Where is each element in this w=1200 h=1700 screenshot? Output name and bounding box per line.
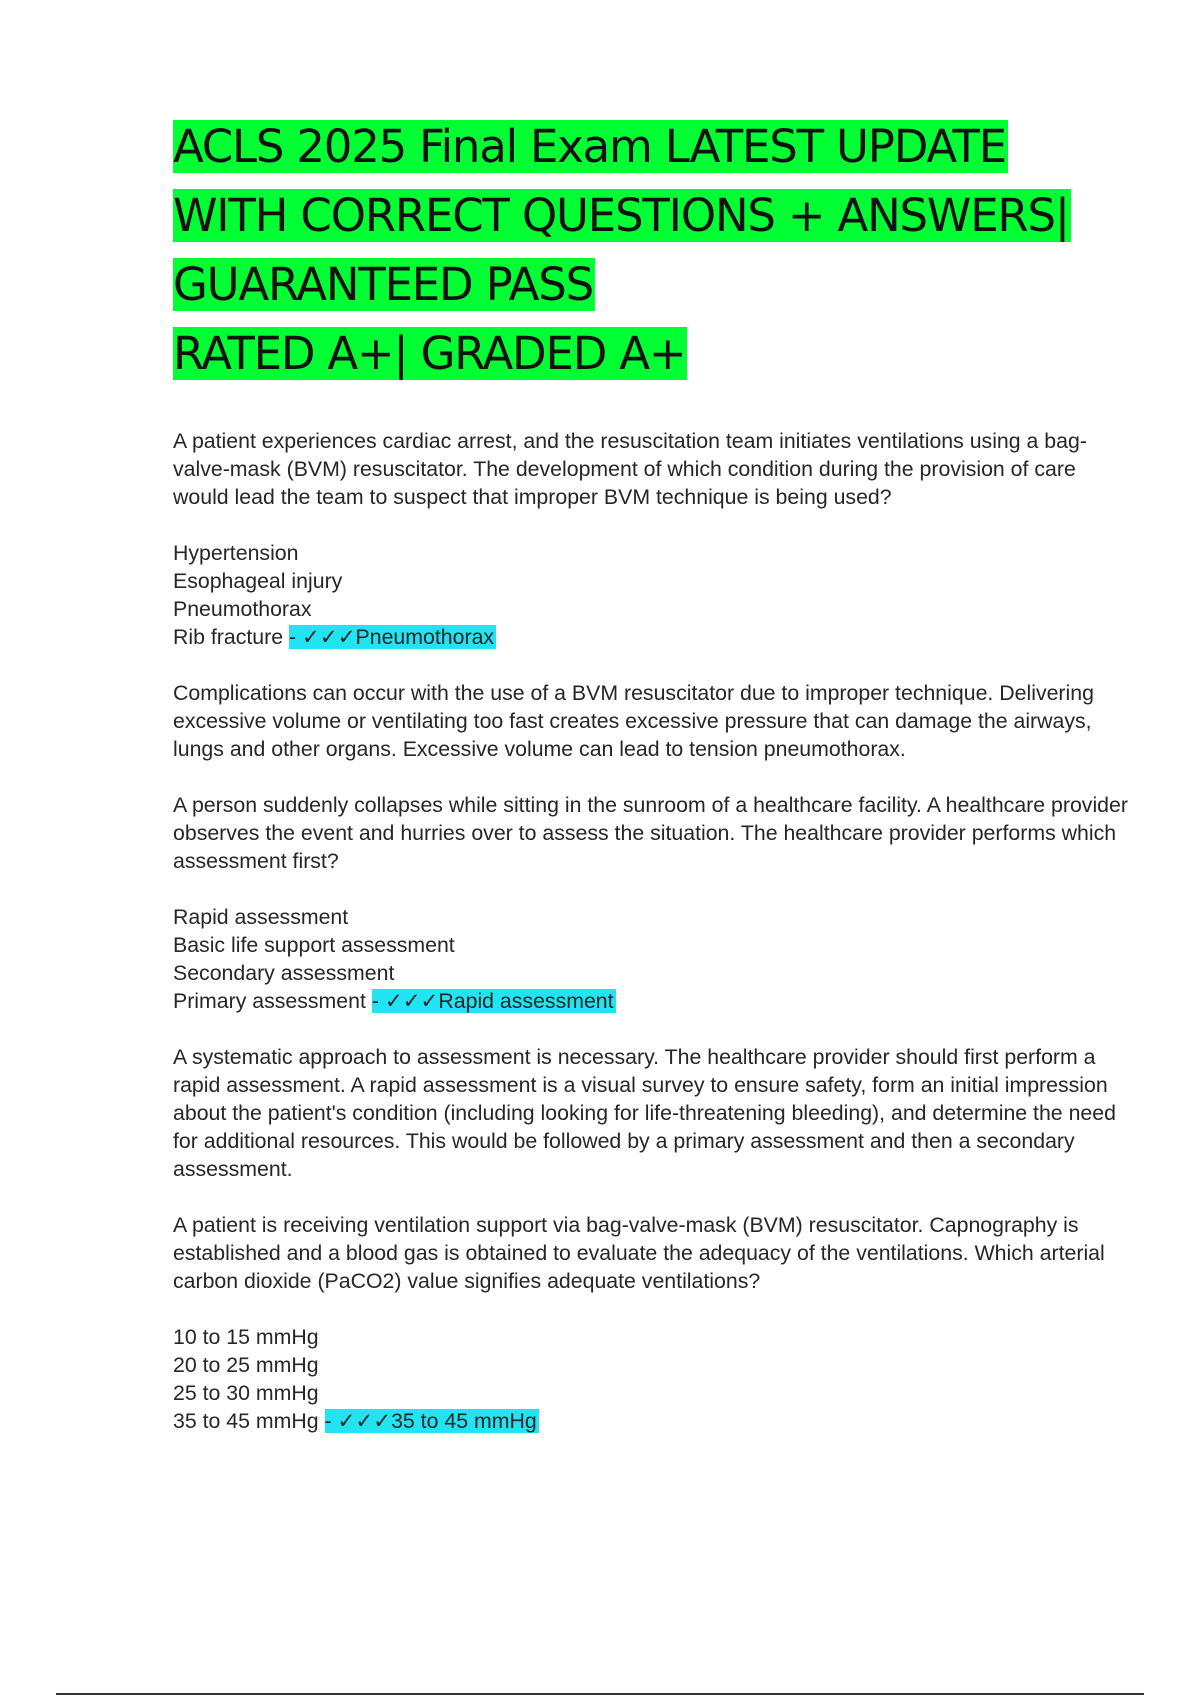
answer-option: Pneumothorax — [173, 597, 312, 621]
title-line: GUARANTEED PASS — [173, 258, 593, 311]
question-list — [173, 427, 1133, 1435]
question-text: A person suddenly collapses while sitting in the sunroom of a healthcare facility. A healthcare provider observes the event and hurries over to assess the situation. The healthcare provider performs which assessment first? — [173, 793, 1128, 873]
correct-answer: - ✓✓✓Pneumothorax — [289, 625, 495, 649]
title-line: RATED A+| GRADED A+ — [173, 327, 686, 380]
answer-option: 10 to 15 mmHg — [173, 1325, 319, 1349]
answer-option: 20 to 25 mmHg — [173, 1353, 319, 1377]
answer-option: Primary assessment — [173, 989, 366, 1013]
question-text: A patient is receiving ventilation support via bag-valve-mask (BVM) resuscitator. Capnography is established and a blood gas is obtained to evaluate the adequacy of the ventilations. Which arterial carbon dioxide (PaCO2) value signifies adequate ventilations? — [173, 1213, 1105, 1293]
answer-option: Esophageal injury — [173, 569, 343, 593]
question-block — [173, 1211, 1133, 1435]
answer-option: Secondary assessment — [173, 961, 395, 985]
answer-options — [173, 903, 1133, 1015]
correct-answer: - ✓✓✓35 to 45 mmHg — [324, 1409, 537, 1433]
answer-option-last — [173, 623, 1133, 651]
correct-answer: - ✓✓✓Rapid assessment — [371, 989, 614, 1013]
answer-option: 25 to 30 mmHg — [173, 1381, 319, 1405]
answer-option: Rib fracture — [173, 625, 284, 649]
document-page — [173, 112, 1133, 1463]
answer-option-last — [173, 1407, 1133, 1435]
rationale-text: A systematic approach to assessment is necessary. The healthcare provider should first perform a rapid assessment. A rapid assessment is a visual survey to ensure safety, form an initial impression about the patient's condition (including looking for life-threatening bleeding), and determine the need for additional resources. This would be followed by a primary assessment and then a secondary assessment. — [173, 1045, 1116, 1181]
answer-option: Basic life support assessment — [173, 933, 455, 957]
question-block — [173, 791, 1133, 1183]
answer-option: Hypertension — [173, 541, 299, 565]
answer-options — [173, 539, 1133, 651]
page-bottom-rule — [56, 1693, 1144, 1695]
answer-options — [173, 1323, 1133, 1435]
question-block — [173, 427, 1133, 763]
answer-option: Rapid assessment — [173, 905, 349, 929]
title-line: WITH CORRECT QUESTIONS + ANSWERS| — [173, 189, 1069, 242]
title-line: ACLS 2025 Final Exam LATEST UPDATE — [173, 120, 1006, 173]
rationale-text: Complications can occur with the use of a BVM resuscitator due to improper technique. Delivering excessive volume or ventilating too fast creates excessive pressure that can damage the airways, lungs and other organs. Excessive volume can lead to tension pneumothorax. — [173, 681, 1094, 761]
answer-option: 35 to 45 mmHg — [173, 1409, 319, 1433]
document-title — [173, 112, 1133, 388]
question-text: A patient experiences cardiac arrest, and the resuscitation team initiates ventilations using a bag-valve-mask (BVM) resuscitator. The development of which condition during the provision of care would lead the team to suspect that improper BVM technique is being used? — [173, 429, 1087, 509]
answer-option-last — [173, 987, 1133, 1015]
